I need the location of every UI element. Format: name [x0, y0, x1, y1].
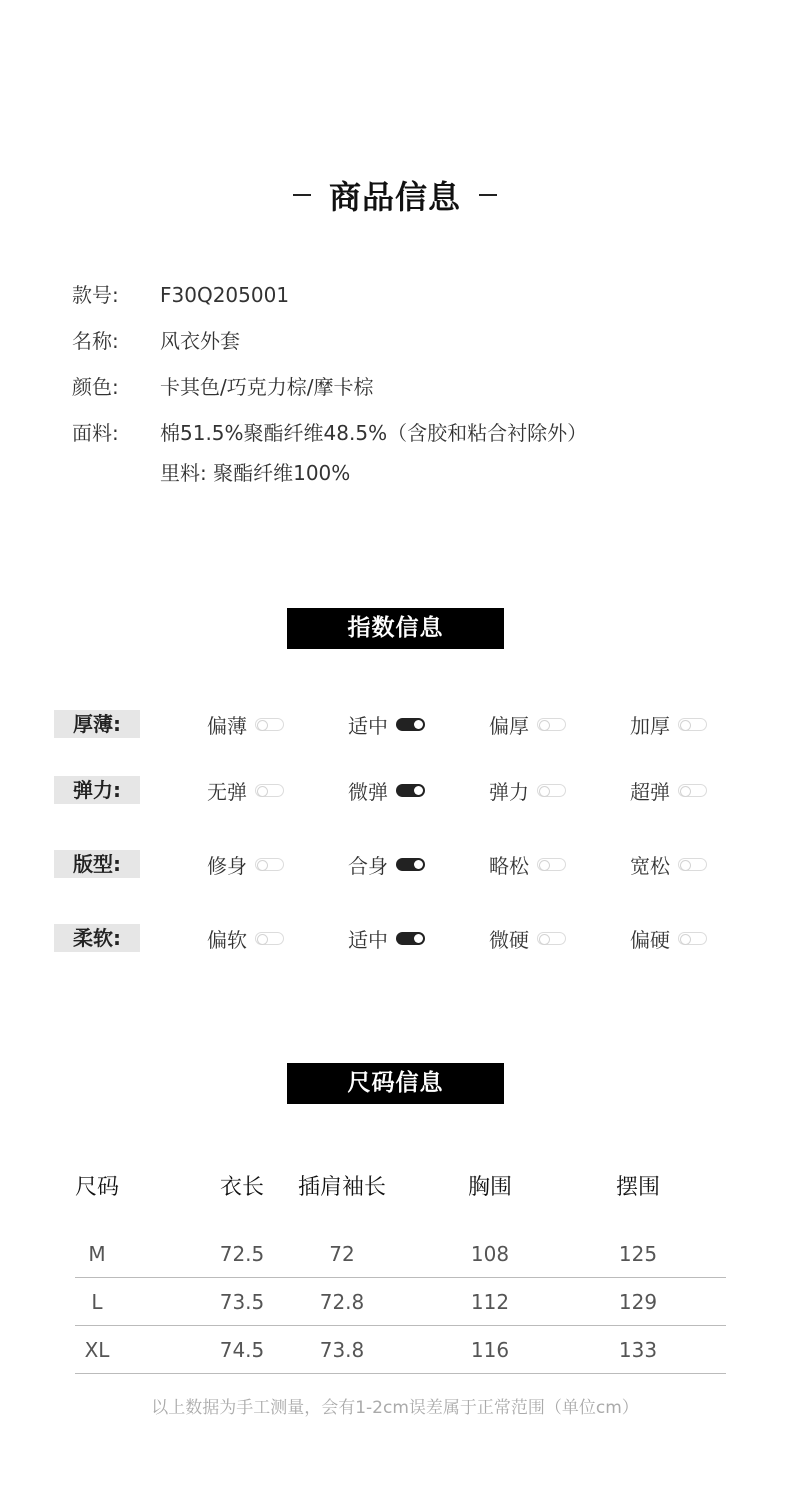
toggle-on-icon — [396, 932, 425, 945]
info-key: 款号: — [72, 283, 119, 307]
table-cell: 133 — [618, 1337, 658, 1362]
index-row-label: 版型: — [54, 850, 140, 878]
info-key: 颜色: — [72, 375, 119, 399]
info-row-style-no — [72, 280, 752, 310]
index-option — [489, 850, 566, 878]
toggle-on-icon — [396, 858, 425, 871]
table-cell: M — [88, 1241, 106, 1266]
header-cell: 胸围 — [467, 1174, 512, 1200]
index-option-label: 偏薄 — [207, 713, 247, 738]
index-option-label: 微弹 — [348, 779, 388, 804]
index-option-label: 微硬 — [489, 927, 529, 952]
toggle-off-icon — [678, 784, 707, 797]
table-row — [75, 1230, 726, 1278]
toggle-off-icon — [255, 932, 284, 945]
header-cell: 衣长 — [219, 1174, 264, 1200]
table-cell: 116 — [470, 1337, 510, 1362]
index-row-label: 弹力: — [54, 776, 140, 804]
size-table-header — [75, 1165, 726, 1205]
toggle-off-icon — [537, 718, 566, 731]
toggle-off-icon — [255, 784, 284, 797]
table-cell: 112 — [470, 1289, 510, 1314]
header-cell: 尺码 — [75, 1174, 120, 1200]
index-row-label: 厚薄: — [54, 710, 140, 738]
table-row — [75, 1278, 726, 1326]
index-option — [348, 850, 425, 878]
index-option — [630, 850, 707, 878]
info-value-group — [160, 418, 752, 488]
index-option-label: 偏厚 — [489, 713, 529, 738]
info-value: F30Q205001 — [160, 283, 290, 307]
index-option — [207, 776, 284, 804]
index-option — [348, 924, 425, 952]
info-value: 卡其色/巧克力棕/摩卡棕 — [160, 375, 374, 399]
index-option-label: 无弹 — [207, 779, 247, 804]
table-cell: XL — [84, 1337, 110, 1362]
info-row-fabric — [72, 418, 752, 488]
table-cell: L — [91, 1289, 103, 1314]
info-row-color — [72, 372, 752, 402]
index-option-label: 超弹 — [630, 779, 670, 804]
index-row — [0, 710, 790, 740]
index-row — [0, 776, 790, 806]
header-cell: 摆围 — [615, 1174, 660, 1200]
table-row — [75, 1326, 726, 1374]
info-value: 风衣外套 — [160, 329, 240, 353]
index-option — [207, 924, 284, 952]
toggle-off-icon — [255, 718, 284, 731]
index-option-label: 合身 — [348, 853, 388, 878]
info-row-name — [72, 326, 752, 356]
index-option — [630, 776, 707, 804]
index-option-label: 略松 — [489, 853, 529, 878]
info-key: 名称: — [72, 329, 119, 353]
info-value-lining: 里料: 聚酯纤维100% — [160, 461, 351, 485]
index-option — [348, 776, 425, 804]
table-cell: 129 — [618, 1289, 658, 1314]
table-cell: 108 — [470, 1241, 510, 1266]
index-option-label: 修身 — [207, 853, 247, 878]
product-info-list — [72, 280, 752, 504]
index-option — [207, 710, 284, 738]
table-cell: 72.5 — [219, 1241, 265, 1266]
info-key: 面料: — [72, 421, 119, 445]
table-cell: 125 — [618, 1241, 658, 1266]
index-info-title: 指数信息 — [287, 608, 504, 649]
toggle-on-icon — [396, 718, 425, 731]
table-cell: 72.8 — [319, 1289, 365, 1314]
measurement-note: 以上数据为手工测量，会有1-2cm误差属于正常范围（单位cm） — [151, 1398, 639, 1418]
info-value: 棉51.5%聚酯纤维48.5%（含胶和粘合衬除外） — [160, 421, 588, 445]
index-option-label: 偏硬 — [630, 927, 670, 952]
product-info-title: 商品信息 — [328, 178, 461, 216]
index-option-label: 宽松 — [630, 853, 670, 878]
heading-dash-left — [293, 194, 311, 196]
index-row-label: 柔软: — [54, 924, 140, 952]
index-row — [0, 850, 790, 880]
index-option — [630, 710, 707, 738]
toggle-off-icon — [537, 858, 566, 871]
toggle-off-icon — [537, 932, 566, 945]
table-cell: 74.5 — [219, 1337, 265, 1362]
index-option — [630, 924, 707, 952]
toggle-off-icon — [537, 784, 566, 797]
table-cell: 73.5 — [219, 1289, 265, 1314]
index-option — [348, 710, 425, 738]
header-cell: 插肩袖长 — [297, 1174, 386, 1200]
size-table — [75, 1165, 726, 1374]
index-option — [489, 924, 566, 952]
table-cell: 73.8 — [319, 1337, 365, 1362]
index-option-label: 弹力 — [489, 779, 529, 804]
toggle-off-icon — [678, 932, 707, 945]
index-row — [0, 924, 790, 954]
toggle-off-icon — [678, 718, 707, 731]
index-option-label: 适中 — [348, 927, 388, 952]
heading-dash-right — [479, 194, 497, 196]
index-option-label: 适中 — [348, 713, 388, 738]
index-option — [489, 710, 566, 738]
toggle-off-icon — [255, 858, 284, 871]
index-option-label: 加厚 — [630, 713, 670, 738]
table-cell: 72 — [329, 1241, 355, 1266]
index-option-label: 偏软 — [207, 927, 247, 952]
index-option — [207, 850, 284, 878]
toggle-off-icon — [678, 858, 707, 871]
product-info-heading — [0, 172, 790, 218]
index-option — [489, 776, 566, 804]
toggle-on-icon — [396, 784, 425, 797]
size-info-title: 尺码信息 — [287, 1063, 504, 1104]
